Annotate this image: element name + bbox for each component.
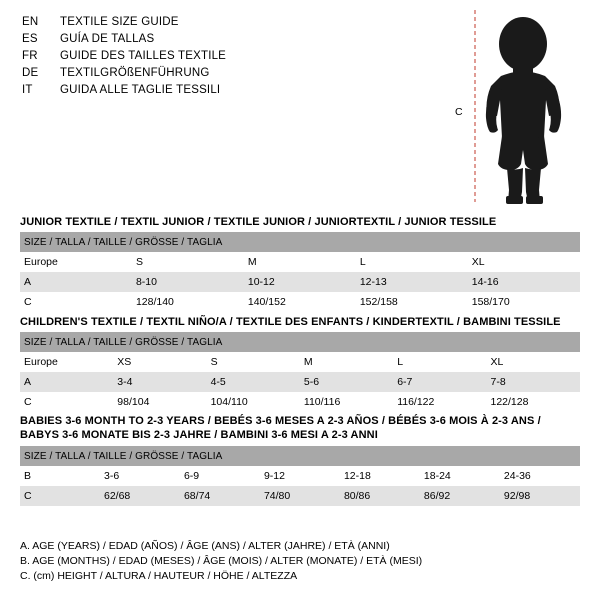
legend-block xyxy=(20,539,580,584)
table-cell: 12-13 xyxy=(356,272,468,292)
table-cell: 12-18 xyxy=(340,466,420,486)
table-cell: 8-10 xyxy=(132,272,244,292)
table-cell: M xyxy=(244,252,356,272)
table-row xyxy=(20,466,580,486)
language-code: ES xyxy=(22,33,38,45)
table-cell: 6-7 xyxy=(393,372,486,392)
table-cell: 158/170 xyxy=(468,292,580,312)
table-cell: S xyxy=(207,352,300,372)
row-label: A xyxy=(20,272,132,292)
table-row xyxy=(20,252,580,272)
table-header-row xyxy=(20,332,580,352)
table-cell: 74/80 xyxy=(260,486,340,506)
table-cell: 152/158 xyxy=(356,292,468,312)
row-label: C xyxy=(20,392,113,412)
table-cell: 6-9 xyxy=(180,466,260,486)
child-silhouette-figure xyxy=(445,6,595,206)
row-label: A xyxy=(20,372,113,392)
table-cell: 18-24 xyxy=(420,466,500,486)
table-row xyxy=(20,392,580,412)
table-cell: 4-5 xyxy=(207,372,300,392)
row-label: Europe xyxy=(20,252,132,272)
legend-line-b: B. AGE (MONTHS) / EDAD (MESES) / ÂGE (MOIS) / ALTER (MONATE) / ETÀ (MESI) xyxy=(20,555,423,567)
table-cell: 24-36 xyxy=(500,466,580,486)
legend-line-c: C. (cm) HEIGHT / ALTURA / HAUTEUR / HÖHE / ALTEZZA xyxy=(20,570,298,582)
section-junior-textile xyxy=(20,216,580,312)
table-cell: 68/74 xyxy=(180,486,260,506)
guide-title: GUIDA ALLE TAGLIE TESSILI xyxy=(60,84,221,96)
table-cell: XL xyxy=(468,252,580,272)
language-code: DE xyxy=(22,67,39,79)
table-cell: 10-12 xyxy=(244,272,356,292)
header-row xyxy=(22,48,442,65)
header-row xyxy=(22,14,442,31)
table-cell: L xyxy=(356,252,468,272)
table-row xyxy=(20,272,580,292)
table-header-row xyxy=(20,232,580,252)
row-label: B xyxy=(20,466,100,486)
section-childrens-textile xyxy=(20,316,580,412)
table-row xyxy=(20,292,580,312)
legend-line-a: A. AGE (YEARS) / EDAD (AÑOS) / ÂGE (ANS) / ALTER (JAHRE) / ETÀ (ANNI) xyxy=(20,540,390,552)
table-cell: 7-8 xyxy=(486,372,580,392)
table-row xyxy=(20,372,580,392)
table-cell: 140/152 xyxy=(244,292,356,312)
section-title: BABIES 3-6 MONTH TO 2-3 YEARS / BEBÉS 3-6 MESES A 2-3 AÑOS / BÉBÉS 3-6 MOIS À 2-3 ANS / BABYS 3-6 MONATE BIS 2-3 JAHRE / BAMBINI 3-6 MESI A 2-3 ANNI xyxy=(20,415,541,441)
guide-title: GUIDE DES TAILLES TEXTILE xyxy=(60,50,227,62)
junior-size-table xyxy=(20,232,580,312)
language-code: FR xyxy=(22,50,38,62)
table-row xyxy=(20,352,580,372)
table-cell: S xyxy=(132,252,244,272)
header-language-block xyxy=(22,14,442,99)
table-cell: XS xyxy=(113,352,206,372)
row-label: Europe xyxy=(20,352,113,372)
table-cell: 128/140 xyxy=(132,292,244,312)
size-header-label: SIZE / TALLA / TAILLE / GRÖSSE / TAGLIA xyxy=(20,332,580,352)
children-size-table xyxy=(20,332,580,412)
table-cell: 3-4 xyxy=(113,372,206,392)
silhouette-shape xyxy=(486,17,561,204)
size-header-label: SIZE / TALLA / TAILLE / GRÖSSE / TAGLIA xyxy=(20,232,580,252)
section-title: JUNIOR TEXTILE / TEXTIL JUNIOR / TEXTILE JUNIOR / JUNIORTEXTIL / JUNIOR TESSILE xyxy=(20,216,497,228)
table-cell: 14-16 xyxy=(468,272,580,292)
table-header-row xyxy=(20,446,580,466)
header-row xyxy=(22,31,442,48)
table-cell: 98/104 xyxy=(113,392,206,412)
height-marker-label: C xyxy=(455,106,463,118)
table-cell: 116/122 xyxy=(393,392,486,412)
table-cell: 122/128 xyxy=(486,392,580,412)
row-label: C xyxy=(20,486,100,506)
table-cell: 92/98 xyxy=(500,486,580,506)
table-cell: 62/68 xyxy=(100,486,180,506)
table-cell: M xyxy=(300,352,393,372)
section-babies-textile xyxy=(20,414,580,506)
table-cell: 5-6 xyxy=(300,372,393,392)
guide-title: GUÍA DE TALLAS xyxy=(60,33,155,45)
header-row xyxy=(22,82,442,99)
guide-title: TEXTILGRÖßENFÜHRUNG xyxy=(60,67,210,79)
guide-title: TEXTILE SIZE GUIDE xyxy=(60,16,179,28)
table-cell: 86/92 xyxy=(420,486,500,506)
header-row xyxy=(22,65,442,82)
table-cell: 80/86 xyxy=(340,486,420,506)
language-code: IT xyxy=(22,84,33,96)
table-cell: XL xyxy=(486,352,580,372)
babies-size-table xyxy=(20,446,580,506)
table-cell: L xyxy=(393,352,486,372)
table-cell: 9-12 xyxy=(260,466,340,486)
table-row xyxy=(20,486,580,506)
size-header-label: SIZE / TALLA / TAILLE / GRÖSSE / TAGLIA xyxy=(20,446,580,466)
section-title: CHILDREN'S TEXTILE / TEXTIL NIÑO/A / TEXTILE DES ENFANTS / KINDERTEXTIL / BAMBINI TESSILE xyxy=(20,316,561,328)
table-cell: 110/116 xyxy=(300,392,393,412)
table-cell: 3-6 xyxy=(100,466,180,486)
row-label: C xyxy=(20,292,132,312)
table-cell: 104/110 xyxy=(207,392,300,412)
language-code: EN xyxy=(22,16,39,28)
